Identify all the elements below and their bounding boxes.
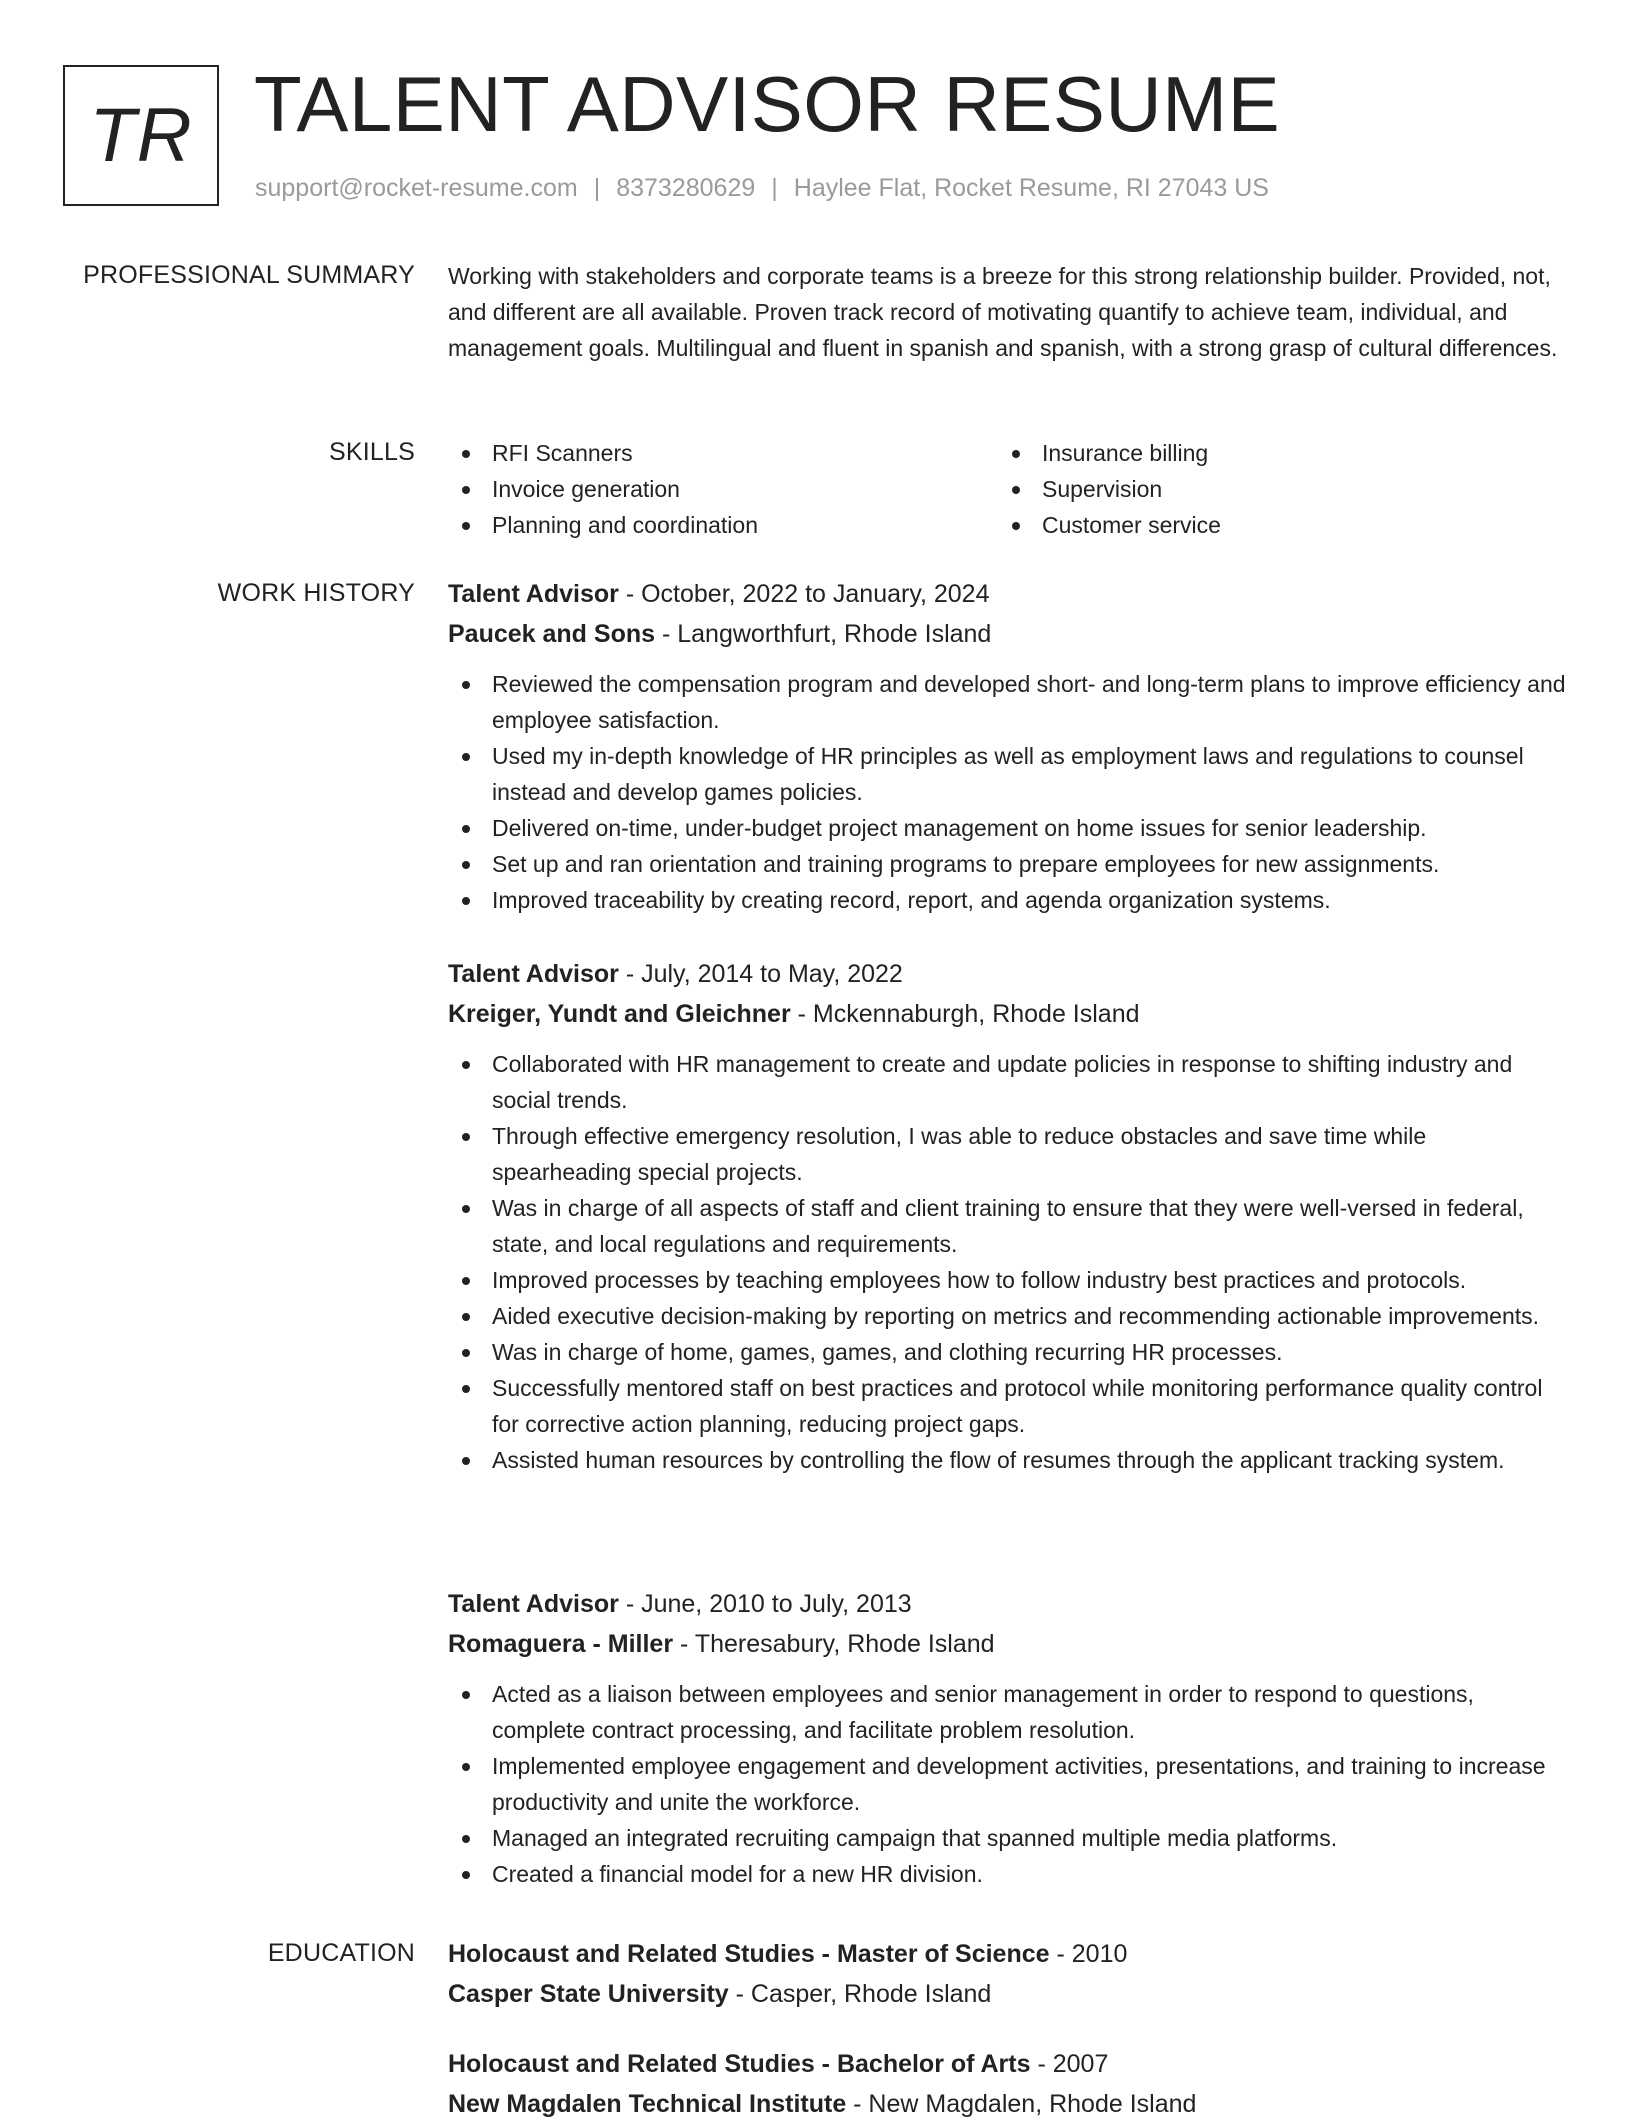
education-year: - 2010 — [1049, 1940, 1128, 1968]
job-bullets — [448, 1676, 1568, 1892]
education-degree: Holocaust and Related Studies - Bachelor of Arts — [448, 2050, 1031, 2078]
contact-line — [255, 174, 1269, 203]
summary-text: Working with stakeholders and corporate teams is a breeze for this strong relationship builder. Provided, not, and different are all available. Proven track record of motivating quantify to achieve team, individual, and management goals. Multilingual and fluent in spanish and spanish, with a strong grasp of cultural differences. — [448, 263, 1558, 361]
job-bullet: Collaborated with HR management to create and update policies in response to shifting industry and social trends. — [448, 1046, 1568, 1118]
contact-address: Haylee Flat, Rocket Resume, RI 27043 US — [793, 174, 1269, 202]
skill-item: RFI Scanners — [448, 435, 758, 471]
job-entry — [448, 574, 1568, 918]
education-school-line — [448, 2084, 1568, 2124]
job-bullet: Successfully mentored staff on best practices and protocol while monitoring performance quality control for corrective action planning, reducing project gaps. — [448, 1370, 1568, 1442]
job-bullet: Aided executive decision-making by reporting on metrics and recommending actionable improvements. — [448, 1298, 1568, 1334]
section-title-education: EDUCATION — [267, 1939, 415, 1967]
job-bullet: Was in charge of all aspects of staff and client training to ensure that they were well-versed in federal, state, and local regulations and requirements. — [448, 1190, 1568, 1262]
job-dates: - July, 2014 to May, 2022 — [618, 960, 903, 988]
job-location: - Mckennaburgh, Rhode Island — [790, 1000, 1140, 1028]
education-degree-line — [448, 2044, 1568, 2084]
job-location: - Langworthfurt, Rhode Island — [655, 620, 992, 648]
education-entry — [448, 2044, 1568, 2124]
job-role: Talent Advisor — [448, 960, 619, 988]
education-entry — [448, 1934, 1568, 2014]
skill-item: Customer service — [998, 507, 1221, 543]
job-dates: - October, 2022 to January, 2024 — [618, 580, 990, 608]
job-role: Talent Advisor — [448, 580, 619, 608]
skill-item: Insurance billing — [998, 435, 1221, 471]
job-bullet: Delivered on-time, under-budget project management on home issues for senior leadership. — [448, 810, 1568, 846]
job-company-line — [448, 1624, 1568, 1664]
job-bullet: Assisted human resources by controlling the flow of resumes through the applicant tracking system. — [448, 1442, 1568, 1478]
job-bullet: Was in charge of home, games, games, and clothing recurring HR processes. — [448, 1334, 1568, 1370]
job-bullets — [448, 1046, 1568, 1478]
job-dates: - June, 2010 to July, 2013 — [618, 1590, 912, 1618]
job-company: Romaguera - Miller — [448, 1630, 674, 1658]
contact-email[interactable]: support@rocket-resume.com — [255, 174, 578, 202]
monogram-text: TR — [89, 93, 193, 178]
contact-separator: | — [771, 174, 778, 202]
job-bullet: Used my in-depth knowledge of HR principles as well as employment laws and regulations to counsel instead and develop games policies. — [448, 738, 1568, 810]
job-bullet: Through effective emergency resolution, I was able to reduce obstacles and save time while spearheading special projects. — [448, 1118, 1568, 1190]
skill-item: Supervision — [998, 471, 1221, 507]
education-school-line — [448, 1974, 1568, 2014]
job-entry — [448, 954, 1568, 1478]
job-role: Talent Advisor — [448, 1590, 619, 1618]
section-title-work-history: WORK HISTORY — [217, 579, 415, 607]
job-company-line — [448, 614, 1568, 654]
job-company: Kreiger, Yundt and Gleichner — [448, 1000, 791, 1028]
education-degree: Holocaust and Related Studies - Master of Science — [448, 1940, 1050, 1968]
job-bullet: Set up and ran orientation and training programs to prepare employees for new assignments. — [448, 846, 1568, 882]
skill-item: Invoice generation — [448, 471, 758, 507]
contact-separator: | — [593, 174, 601, 202]
job-bullet: Reviewed the compensation program and developed short- and long-term plans to improve efficiency and employee satisfaction. — [448, 666, 1568, 738]
job-bullet: Created a financial model for a new HR division. — [448, 1856, 1568, 1892]
job-bullet: Improved traceability by creating record, report, and agenda organization systems. — [448, 882, 1568, 918]
education-location: - New Magdalen, Rhode Island — [846, 2090, 1197, 2118]
section-title-skills: SKILLS — [329, 438, 415, 466]
summary-body — [448, 258, 1568, 366]
job-role-line — [448, 574, 1568, 614]
job-location: - Theresabury, Rhode Island — [673, 1630, 995, 1658]
job-company: Paucek and Sons — [448, 620, 656, 648]
job-company-line — [448, 994, 1568, 1034]
skills-column-left — [448, 435, 758, 543]
job-bullet: Acted as a liaison between employees and senior management in order to respond to questions, complete contract processing, and facilitate problem resolution. — [448, 1676, 1568, 1748]
contact-phone[interactable]: 8373280629 — [616, 174, 756, 202]
job-role-line — [448, 954, 1568, 994]
job-entry — [448, 1584, 1568, 1892]
job-bullet: Managed an integrated recruiting campaign that spanned multiple media platforms. — [448, 1820, 1568, 1856]
education-degree-line — [448, 1934, 1568, 1974]
education-year: - 2007 — [1030, 2050, 1109, 2078]
skills-column-right — [998, 435, 1221, 543]
resume-title: TALENT ADVISOR RESUME — [254, 60, 1281, 148]
skill-item: Planning and coordination — [448, 507, 758, 543]
resume-header — [63, 60, 1563, 210]
job-bullet: Improved processes by teaching employees how to follow industry best practices and protocols. — [448, 1262, 1568, 1298]
monogram-badge — [63, 65, 219, 206]
education-school: New Magdalen Technical Institute — [448, 2090, 847, 2118]
section-title-summary: PROFESSIONAL SUMMARY — [83, 261, 415, 289]
education-school: Casper State University — [448, 1980, 729, 2008]
education-location: - Casper, Rhode Island — [728, 1980, 992, 2008]
job-bullet: Implemented employee engagement and development activities, presentations, and training to increase productivity and unite the workforce. — [448, 1748, 1568, 1820]
job-bullets — [448, 666, 1568, 918]
job-role-line — [448, 1584, 1568, 1624]
